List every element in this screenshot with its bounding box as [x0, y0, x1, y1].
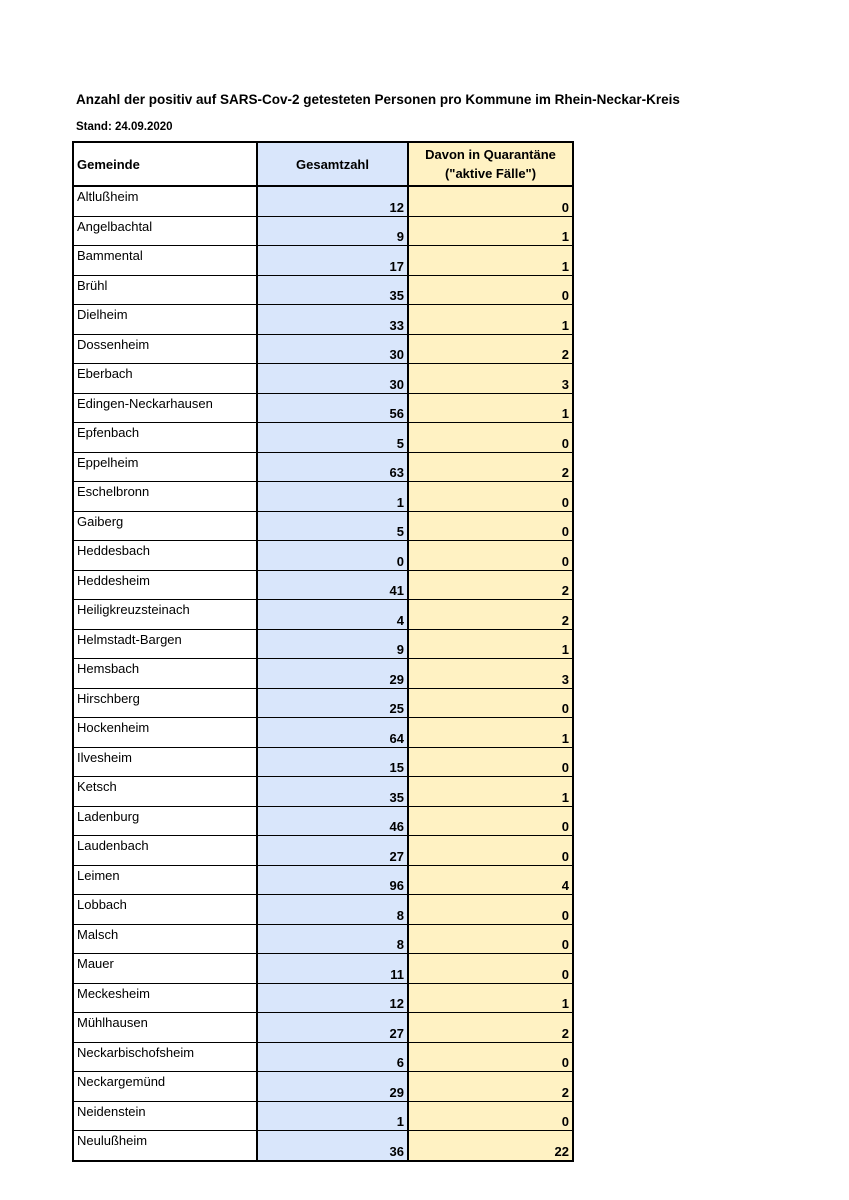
- cell-gemeinde: Heddesbach: [73, 541, 257, 571]
- header-gemeinde: Gemeinde: [73, 142, 257, 186]
- cell-quarantaene: 1: [408, 393, 573, 423]
- table-row: [73, 806, 573, 836]
- cell-quarantaene: 0: [408, 688, 573, 718]
- cell-gesamtzahl: 17: [257, 246, 408, 276]
- cell-gesamtzahl: 64: [257, 718, 408, 748]
- table-row: [73, 718, 573, 748]
- cell-gemeinde: Bammental: [73, 246, 257, 276]
- cell-gemeinde: Mühlhausen: [73, 1013, 257, 1043]
- cell-gesamtzahl: 0: [257, 541, 408, 571]
- cell-gesamtzahl: 12: [257, 186, 408, 216]
- cell-gesamtzahl: 33: [257, 305, 408, 335]
- cell-quarantaene: 2: [408, 334, 573, 364]
- cell-gemeinde: Laudenbach: [73, 836, 257, 866]
- cell-gemeinde: Ladenburg: [73, 806, 257, 836]
- cell-quarantaene: 0: [408, 895, 573, 925]
- table-row: [73, 688, 573, 718]
- cell-gesamtzahl: 35: [257, 777, 408, 807]
- table-row: [73, 954, 573, 984]
- cell-gesamtzahl: 56: [257, 393, 408, 423]
- cell-gemeinde: Epfenbach: [73, 423, 257, 453]
- cell-quarantaene: 4: [408, 865, 573, 895]
- cell-gemeinde: Altlußheim: [73, 186, 257, 216]
- table-row: [73, 511, 573, 541]
- table-row: [73, 629, 573, 659]
- cell-quarantaene: 0: [408, 275, 573, 305]
- table-row: [73, 541, 573, 571]
- cell-gemeinde: Hockenheim: [73, 718, 257, 748]
- cell-quarantaene: 0: [408, 924, 573, 954]
- cell-gesamtzahl: 9: [257, 216, 408, 246]
- cell-quarantaene: 2: [408, 1013, 573, 1043]
- cell-gemeinde: Eberbach: [73, 364, 257, 394]
- cell-gesamtzahl: 29: [257, 659, 408, 689]
- report-date: Stand: 24.09.2020: [76, 121, 173, 133]
- table-row: [73, 1042, 573, 1072]
- cell-quarantaene: 1: [408, 305, 573, 335]
- table-row: [73, 423, 573, 453]
- table-row: [73, 452, 573, 482]
- cell-gemeinde: Malsch: [73, 924, 257, 954]
- cell-gemeinde: Lobbach: [73, 895, 257, 925]
- cell-gesamtzahl: 27: [257, 836, 408, 866]
- cell-gemeinde: Dielheim: [73, 305, 257, 335]
- cell-quarantaene: 0: [408, 482, 573, 512]
- cell-gesamtzahl: 8: [257, 895, 408, 925]
- cell-gemeinde: Ilvesheim: [73, 747, 257, 777]
- table-row: [73, 1101, 573, 1131]
- cell-quarantaene: 1: [408, 629, 573, 659]
- table-row: [73, 393, 573, 423]
- cell-quarantaene: 1: [408, 246, 573, 276]
- header-quarantaene: [408, 142, 573, 186]
- cell-gesamtzahl: 36: [257, 1131, 408, 1161]
- table-row: [73, 836, 573, 866]
- table-row: [73, 600, 573, 630]
- cell-gesamtzahl: 96: [257, 865, 408, 895]
- cell-gemeinde: Hemsbach: [73, 659, 257, 689]
- cell-gemeinde: Helmstadt-Bargen: [73, 629, 257, 659]
- cell-gemeinde: Eschelbronn: [73, 482, 257, 512]
- table-row: [73, 246, 573, 276]
- cell-quarantaene: 0: [408, 1042, 573, 1072]
- cell-gesamtzahl: 63: [257, 452, 408, 482]
- cell-quarantaene: 2: [408, 600, 573, 630]
- cell-gemeinde: Dossenheim: [73, 334, 257, 364]
- cell-gesamtzahl: 11: [257, 954, 408, 984]
- cell-gemeinde: Neckargemünd: [73, 1072, 257, 1102]
- cell-quarantaene: 0: [408, 836, 573, 866]
- cell-gesamtzahl: 35: [257, 275, 408, 305]
- cell-gemeinde: Heiligkreuzsteinach: [73, 600, 257, 630]
- cell-quarantaene: 0: [408, 954, 573, 984]
- header-quarantaene-line1: Davon in Quarantäne: [425, 147, 556, 162]
- cell-gesamtzahl: 8: [257, 924, 408, 954]
- cell-gesamtzahl: 1: [257, 1101, 408, 1131]
- cell-gesamtzahl: 4: [257, 600, 408, 630]
- cell-gemeinde: Brühl: [73, 275, 257, 305]
- table-row: [73, 983, 573, 1013]
- cell-gemeinde: Heddesheim: [73, 570, 257, 600]
- cell-quarantaene: 1: [408, 983, 573, 1013]
- cell-gemeinde: Gaiberg: [73, 511, 257, 541]
- cell-gesamtzahl: 30: [257, 334, 408, 364]
- cell-gesamtzahl: 29: [257, 1072, 408, 1102]
- cell-quarantaene: 0: [408, 806, 573, 836]
- cell-quarantaene: 2: [408, 1072, 573, 1102]
- table-row: [73, 1013, 573, 1043]
- table-body: [73, 186, 573, 1161]
- table-row: [73, 186, 573, 216]
- cell-gemeinde: Eppelheim: [73, 452, 257, 482]
- table-row: [73, 216, 573, 246]
- cell-gesamtzahl: 1: [257, 482, 408, 512]
- table-row: [73, 895, 573, 925]
- table-row: [73, 364, 573, 394]
- table-row: [73, 305, 573, 335]
- cell-gesamtzahl: 25: [257, 688, 408, 718]
- cell-quarantaene: 1: [408, 718, 573, 748]
- cell-quarantaene: 0: [408, 747, 573, 777]
- cell-quarantaene: 0: [408, 511, 573, 541]
- table-row: [73, 865, 573, 895]
- header-gesamtzahl: Gesamtzahl: [257, 142, 408, 186]
- cell-gemeinde: Hirschberg: [73, 688, 257, 718]
- cases-table: [72, 141, 574, 1162]
- cell-gesamtzahl: 15: [257, 747, 408, 777]
- cell-gemeinde: Edingen-Neckarhausen: [73, 393, 257, 423]
- table-row: [73, 659, 573, 689]
- cell-quarantaene: 1: [408, 216, 573, 246]
- table-row: [73, 334, 573, 364]
- table-header-row: [73, 142, 573, 186]
- cell-gemeinde: Neulußheim: [73, 1131, 257, 1161]
- cell-gemeinde: Mauer: [73, 954, 257, 984]
- cell-gesamtzahl: 5: [257, 511, 408, 541]
- table-row: [73, 747, 573, 777]
- cell-gesamtzahl: 12: [257, 983, 408, 1013]
- table-row: [73, 1072, 573, 1102]
- cell-quarantaene: 0: [408, 1101, 573, 1131]
- page-title: Anzahl der positiv auf SARS-Cov-2 getesteten Personen pro Kommune im Rhein-Neckar-Kreis: [76, 92, 680, 107]
- cell-quarantaene: 0: [408, 541, 573, 571]
- header-quarantaene-line2: ("aktive Fälle"): [444, 166, 537, 181]
- table-row: [73, 924, 573, 954]
- cell-gemeinde: Leimen: [73, 865, 257, 895]
- cell-gesamtzahl: 6: [257, 1042, 408, 1072]
- cell-quarantaene: 1: [408, 777, 573, 807]
- table-row: [73, 482, 573, 512]
- cell-gesamtzahl: 27: [257, 1013, 408, 1043]
- cell-quarantaene: 0: [408, 186, 573, 216]
- table-row: [73, 777, 573, 807]
- cell-gemeinde: Angelbachtal: [73, 216, 257, 246]
- cell-quarantaene: 2: [408, 452, 573, 482]
- cell-gesamtzahl: 9: [257, 629, 408, 659]
- table-row: [73, 570, 573, 600]
- table-row: [73, 1131, 573, 1161]
- cell-gesamtzahl: 46: [257, 806, 408, 836]
- cell-gemeinde: Ketsch: [73, 777, 257, 807]
- cell-quarantaene: 3: [408, 364, 573, 394]
- cell-quarantaene: 3: [408, 659, 573, 689]
- cell-gesamtzahl: 30: [257, 364, 408, 394]
- cell-quarantaene: 2: [408, 570, 573, 600]
- cell-gesamtzahl: 41: [257, 570, 408, 600]
- cell-gemeinde: Neidenstein: [73, 1101, 257, 1131]
- cell-gemeinde: Neckarbischofsheim: [73, 1042, 257, 1072]
- cell-gesamtzahl: 5: [257, 423, 408, 453]
- cell-quarantaene: 22: [408, 1131, 573, 1161]
- table-row: [73, 275, 573, 305]
- cell-quarantaene: 0: [408, 423, 573, 453]
- cell-gemeinde: Meckesheim: [73, 983, 257, 1013]
